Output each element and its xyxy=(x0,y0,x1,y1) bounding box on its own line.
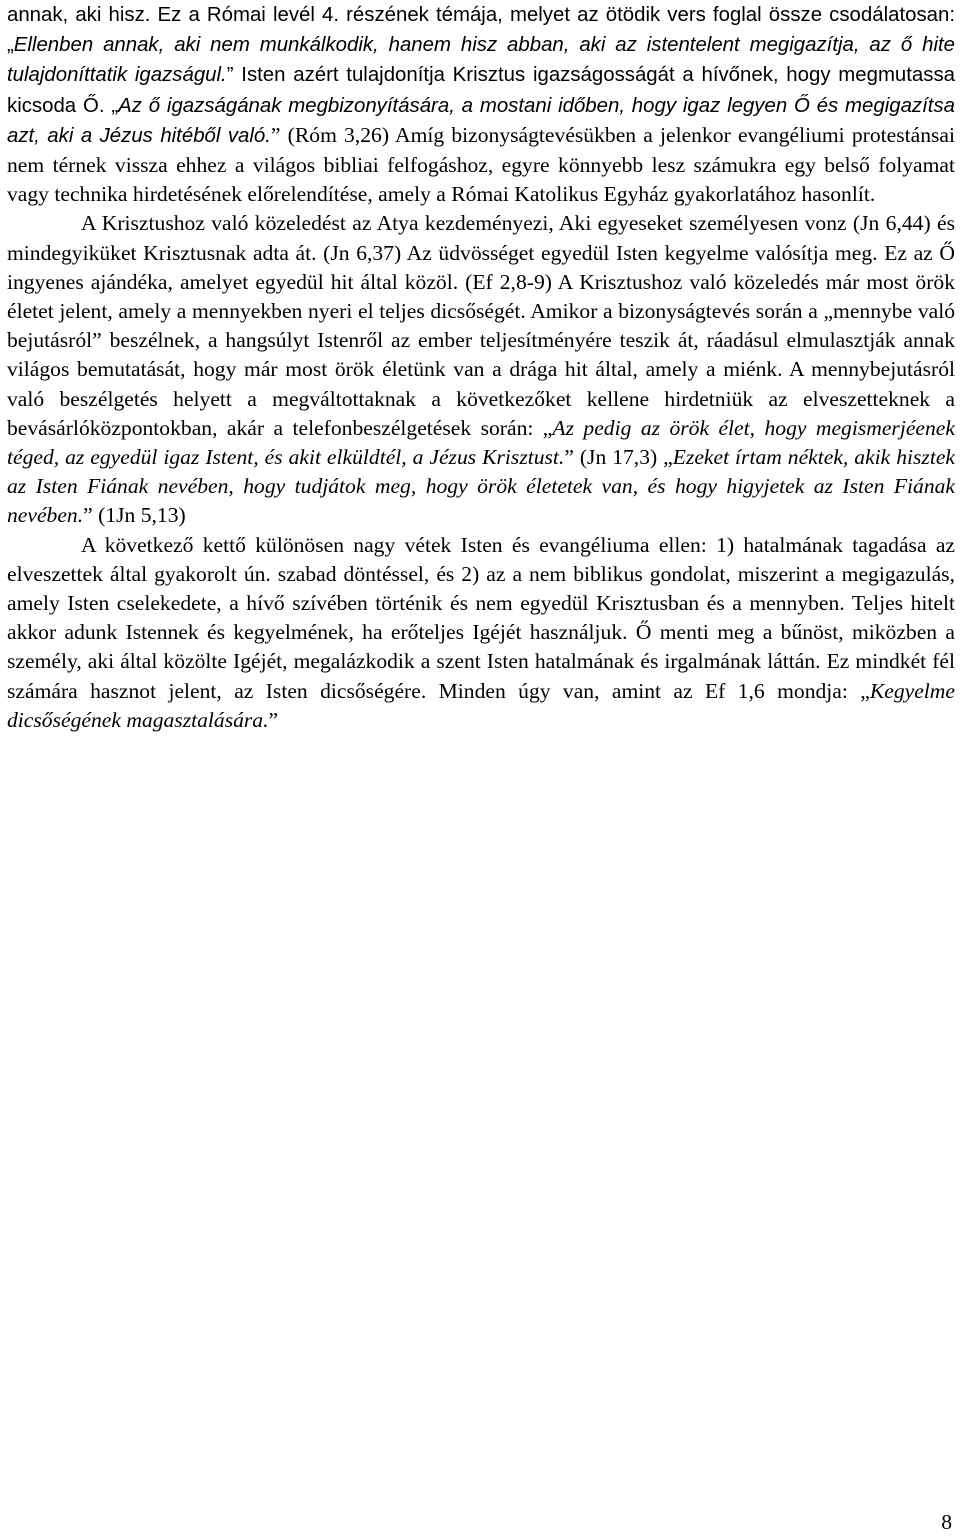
paragraph-text: ” (Jn 17,3) „ xyxy=(564,445,673,470)
paragraph-1 xyxy=(7,0,955,209)
paragraph-text: ” (Róm 3,26) Amíg bizonyságtevésükben a jelenkor evangéliumi protestánsai nem térnek vissza ehhez a világos bibliai felfogáshoz, egyre könnyebb lesz számukra egy belső folyamat vagy technika hirdetésének előrelendítése, amely a Római Katolikus Egyház gyakorlatához hasonlít. xyxy=(7,122,955,207)
paragraph-text: A következő kettő különösen nagy vétek Isten és evangéliuma ellen: 1) hatalmának tagadása az elveszettek által gyakorolt ún. szabad döntéssel, és 2) az a nem biblikus gondolat, miszerint a megigazulás, amely Isten cselekedete, a hívő szívében történik és nem egyedül Krisztusban és a mennyben. Teljes hitelt akkor adunk Istennek és kegyelmének, ha erőteljes Igéjét használjuk. Ő menti meg a bűnöst, miközben a személy, aki által közölte Igéjét, megalázkodik a szent Isten hatalmának és irgalmának láttán. Ez mindkét fél számára hasznot jelent, az Isten dicsőségére. Minden úgy van, amint az Ef 1,6 mondja: „ xyxy=(7,532,955,703)
quoted-scripture-text: Az pedig az örök élet, hogy megismerjéenek téged, az egyedül igaz Istent, és akit elküldtél, a Jézus Krisztust. xyxy=(7,415,955,470)
paragraph-2 xyxy=(7,209,955,530)
paragraph-text: ” xyxy=(268,707,279,732)
page-number: 8 xyxy=(941,1510,952,1534)
paragraph-3 xyxy=(7,531,955,735)
document-body xyxy=(7,0,955,735)
quoted-scripture-text: Az ő igazságának megbizonyítására, a mostani időben, hogy igaz legyen Ő és megigazítsa azt, aki a Jézus hitéből való. xyxy=(7,94,955,147)
paragraph-text: annak, aki hisz. Ez a Római levél 4. részének témája, melyet az ötödik vers foglal össze csodálatosan: „ xyxy=(7,4,955,57)
quoted-scripture-text: Ellenben annak, aki nem munkálkodik, hanem hisz abban, aki az istentelent megigazítja, az ő hite tulajdoníttatik igazságul. xyxy=(7,34,955,87)
quoted-scripture-text: Kegyelme dicsőségének magasztalására. xyxy=(7,678,955,732)
paragraph-text: ” (1Jn 5,13) xyxy=(83,503,186,528)
paragraph-text: A Krisztushoz való közeledést az Atya kezdeményezi, Aki egyeseket személyesen vonz (Jn 6,44) és mindegyiküket Krisztusnak adta át. (Jn 6,37) Az üdvösséget egyedül Isten kegyelme valósítja meg. Ez az Ő ingyenes ajándéka, amelyet egyedül hit által közöl. (Ef 2,8-9) A Krisztushoz való közeledés már most örök életet jelent, amely a mennyekben nyeri el teljes dicsőségét. Amikor a bizonyságtevés során a „mennybe való bejutásról” beszélnek, a hangsúlyt Istenről az ember teljesítményére teszik át, ráadásul elmulasztják annak világos bemutatását, hogy már most örök életünk van a drága hit által, amely a miénk. A mennybejutásról való beszélgetés helyett a megváltottaknak a következőket kellene hirdetniük az elveszetteknek a bevásárlóközpontokban, akár a telefonbeszélgetések során: „ xyxy=(7,211,955,440)
document-page xyxy=(7,0,955,735)
quoted-scripture-text: Ezeket írtam néktek, akik hisztek az Isten Fiának nevében, hogy tudjátok meg, hogy örök életetek van, és hogy higyjetek az Isten Fiának nevében. xyxy=(7,445,955,528)
paragraph-text: ” Isten azért tulajdonítja Krisztus igazságosságát a hívőnek, hogy megmutassa kicsoda Ő. „ xyxy=(7,64,956,117)
